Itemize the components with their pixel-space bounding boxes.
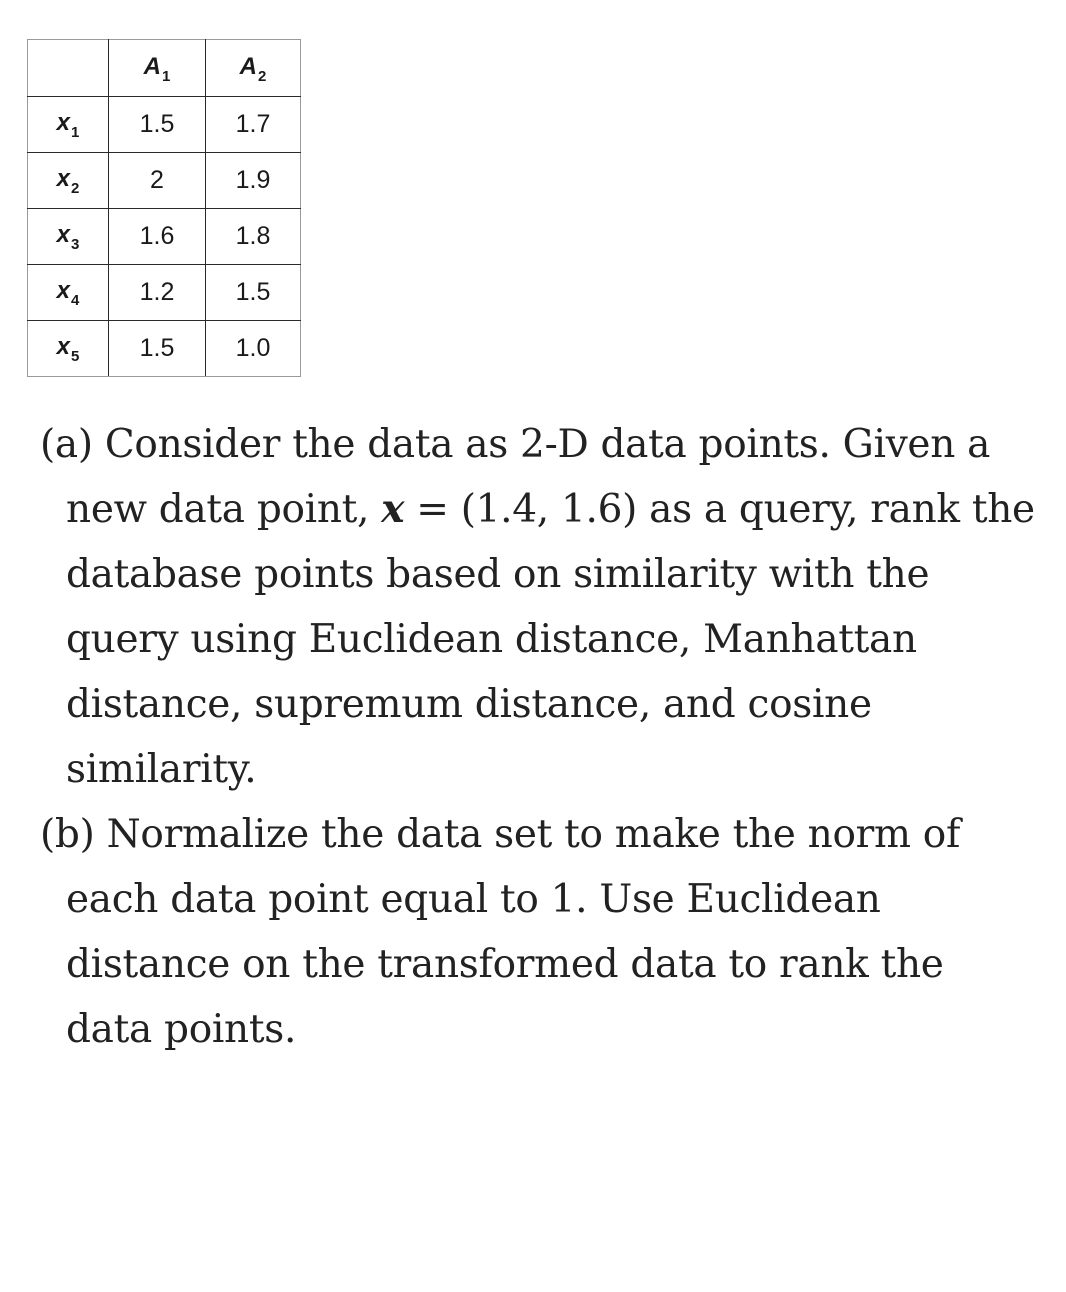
table-corner-cell: [28, 40, 109, 97]
table-cell: 1.5: [109, 97, 206, 153]
table-cell: 1.2: [109, 265, 206, 321]
table-cell: 1.6: [109, 209, 206, 265]
table-row: [28, 209, 301, 265]
row-label-x2: $x_2$: [28, 153, 109, 209]
table-row: [28, 265, 301, 321]
row-label-x1: $x_1$: [28, 97, 109, 153]
table-row: [28, 97, 301, 153]
table-header-row: [28, 40, 301, 97]
question-part-b: (b) Normalize the data set to make the norm of each data point equal to 1. Use Euclidean distance on the transformed data to rank the data points.: [40, 812, 961, 1052]
table-cell: 1.7: [206, 97, 301, 153]
data-table: [27, 39, 301, 377]
table-cell: 1.9: [206, 153, 301, 209]
question-part-a: (a) Consider the data as 2-D data points. Given a new data point, x = (1.4, 1.6) as a query, rank the database points based on similarity with the query using Euclidean distance, Manhattan distance, supremum distance, and cosine similarity.: [40, 422, 1035, 792]
table-cell: 1.0: [206, 321, 301, 377]
row-label-x5: $x_5$: [28, 321, 109, 377]
table-cell: 2: [109, 153, 206, 209]
table-cell: 1.8: [206, 209, 301, 265]
table-row: [28, 321, 301, 377]
column-header-a2: $A_2$: [206, 40, 301, 97]
table-row: [28, 153, 301, 209]
column-header-a1: $A_1$: [109, 40, 206, 97]
query-variable: x: [381, 486, 405, 532]
table-cell: 1.5: [109, 321, 206, 377]
row-label-x4: $x_4$: [28, 265, 109, 321]
row-label-x3: $x_3$: [28, 209, 109, 265]
question-text: [40, 412, 1040, 1062]
table-cell: 1.5: [206, 265, 301, 321]
